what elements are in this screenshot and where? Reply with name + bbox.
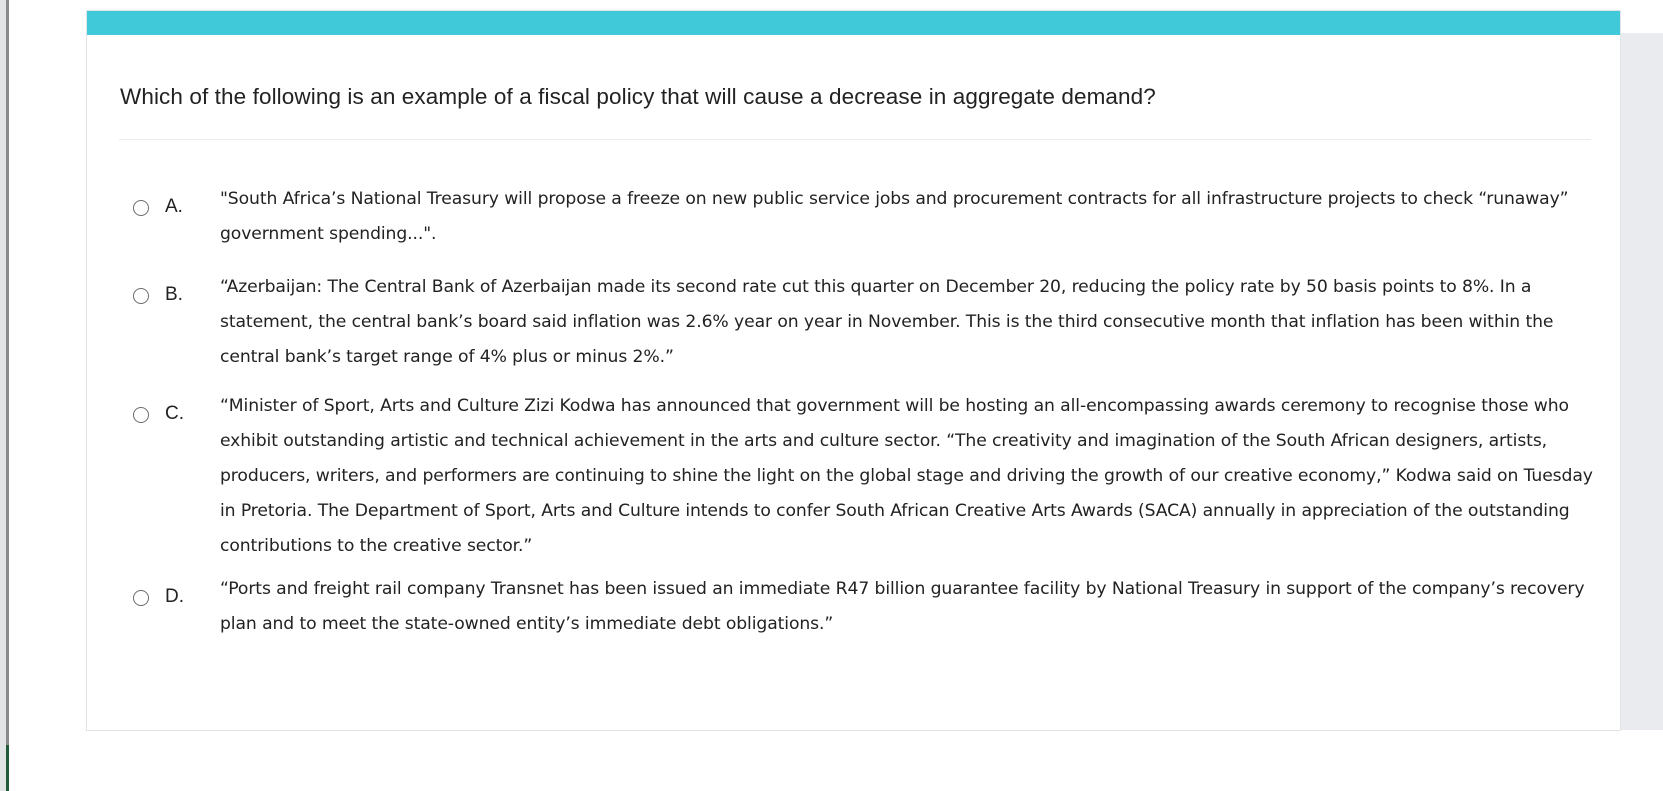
question-text: Which of the following is an example of a fiscal policy that will cause a decrease in aggregate demand?: [120, 84, 1156, 109]
question-divider: [119, 139, 1591, 140]
side-panel: [1620, 33, 1663, 730]
option-d-text: “Ports and freight rail company Transnet has been issued an immediate R47 billion guarantee facility by National Treasury in support of the company’s recovery plan and to meet the state-owned entity’s immediate debt obligations.”: [220, 579, 1585, 634]
question-card: [86, 10, 1621, 731]
option-d-radio[interactable]: [133, 590, 149, 606]
option-d-letter: D.: [165, 586, 184, 607]
option-a-radio[interactable]: [133, 200, 149, 216]
window-left-edge: [0, 0, 9, 791]
option-b-letter: B.: [165, 284, 183, 305]
option-b-radio[interactable]: [133, 288, 149, 304]
option-b-text: “Azerbaijan: The Central Bank of Azerbaijan made its second rate cut this quarter on December 20, reducing the policy rate by 50 basis points to 8%. In a statement, the central bank’s board said inflation was 2.6% year on year in November. This is the third consecutive month that inflation has been within the central bank’s target range of 4% plus or minus 2%.”: [220, 277, 1554, 367]
window-left-border: [6, 0, 9, 791]
card-header-bar: [87, 11, 1620, 35]
option-a-letter: A.: [165, 196, 183, 217]
option-a-text: "South Africa’s National Treasury will propose a freeze on new public service jobs and procurement contracts for all infrastructure projects to check “runaway” government spending...".: [220, 189, 1569, 244]
option-c-radio[interactable]: [133, 407, 149, 423]
option-c-letter: C.: [165, 403, 184, 424]
option-c-text: “Minister of Sport, Arts and Culture Zizi Kodwa has announced that government will be hosting an all-encompassing awards ceremony to recognise those who exhibit outstanding artistic and technical achievement in the arts and culture sector. “The creativity and imagination of the South African designers, artists, producers, writers, and performers are continuing to shine the light on the global stage and driving the growth of our creative economy,” Kodwa said on Tuesday in Pretoria. The Department of Sport, Arts and Culture intends to confer South African Creative Arts Awards (SACA) annually in appreciation of the outstanding contributions to the creative sector.”: [220, 396, 1593, 556]
window-left-accent: [6, 745, 9, 791]
